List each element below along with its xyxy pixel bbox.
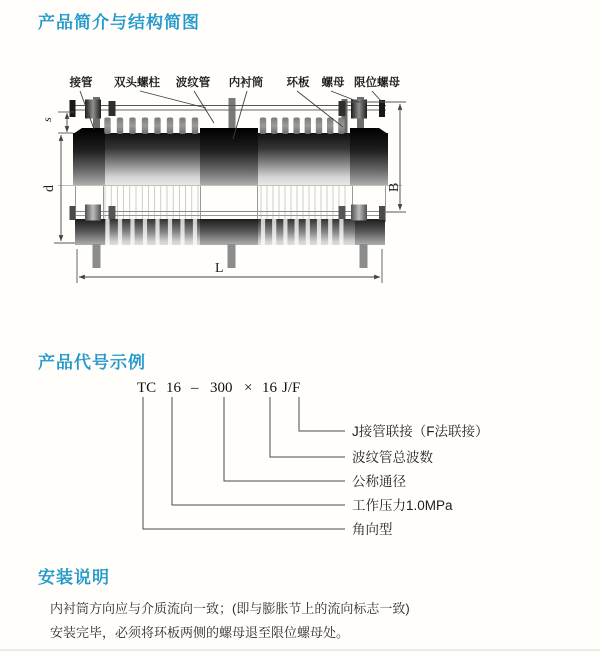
lower-studs <box>93 244 368 268</box>
part-label-connecting-pipe: 接管 <box>69 77 93 89</box>
section-title-install: 安装说明 <box>38 568 110 587</box>
dim-label-s: s <box>40 117 54 122</box>
code-annotation-nominal-diameter: 公称通径 <box>352 474 406 489</box>
dimension-d <box>54 135 75 243</box>
code-annotation-wave-count: 波纹管总波数 <box>352 450 433 465</box>
code-segment-dash: – <box>191 380 199 396</box>
install-line-2: 安装完毕，必须将环板两侧的螺母退至限位螺母处。 <box>50 624 350 640</box>
code-segment-connection: J/F <box>282 380 301 396</box>
part-label-nut: 螺母 <box>321 77 345 89</box>
lower-tie-rod <box>70 205 387 221</box>
section-title-intro: 产品简介与结构简图 <box>38 13 200 32</box>
dim-label-l: L <box>215 261 224 276</box>
code-segment-times: × <box>244 380 253 396</box>
dim-label-b: B <box>387 182 402 192</box>
part-label-double-end-stud: 双头螺柱 <box>114 77 160 89</box>
section-title-code: 产品代号示例 <box>38 353 146 372</box>
part-label-limit-nut: 限位螺母 <box>354 77 400 89</box>
page-bottom-rule <box>0 649 600 651</box>
code-callout-lines <box>130 396 460 536</box>
part-label-inner-liner: 内衬筒 <box>228 77 264 89</box>
bellows-body <box>73 128 388 185</box>
code-annotation-angular-type: 角向型 <box>352 522 393 537</box>
code-segment-waves: 16 <box>262 380 277 396</box>
upper-tie-rod <box>70 100 387 119</box>
dim-label-d: d <box>42 185 57 192</box>
install-instructions <box>50 597 570 644</box>
part-label-ring-plate: 环板 <box>286 77 310 89</box>
structure-diagram <box>30 65 460 315</box>
code-annotation-connection: J接管联接（F法联接） <box>352 424 489 439</box>
code-segment-type-prefix: TC <box>137 380 157 396</box>
code-segment-pressure: 16 <box>166 380 181 396</box>
part-label-bellows: 波纹管 <box>175 77 211 89</box>
code-segment-diameter: 300 <box>210 380 233 396</box>
install-line-1: 内衬筒方向应与介质流向一致；(即与膨胀节上的流向标志一致) <box>50 601 410 616</box>
code-annotation-working-pressure: 工作压力1.0MPa <box>352 498 453 513</box>
